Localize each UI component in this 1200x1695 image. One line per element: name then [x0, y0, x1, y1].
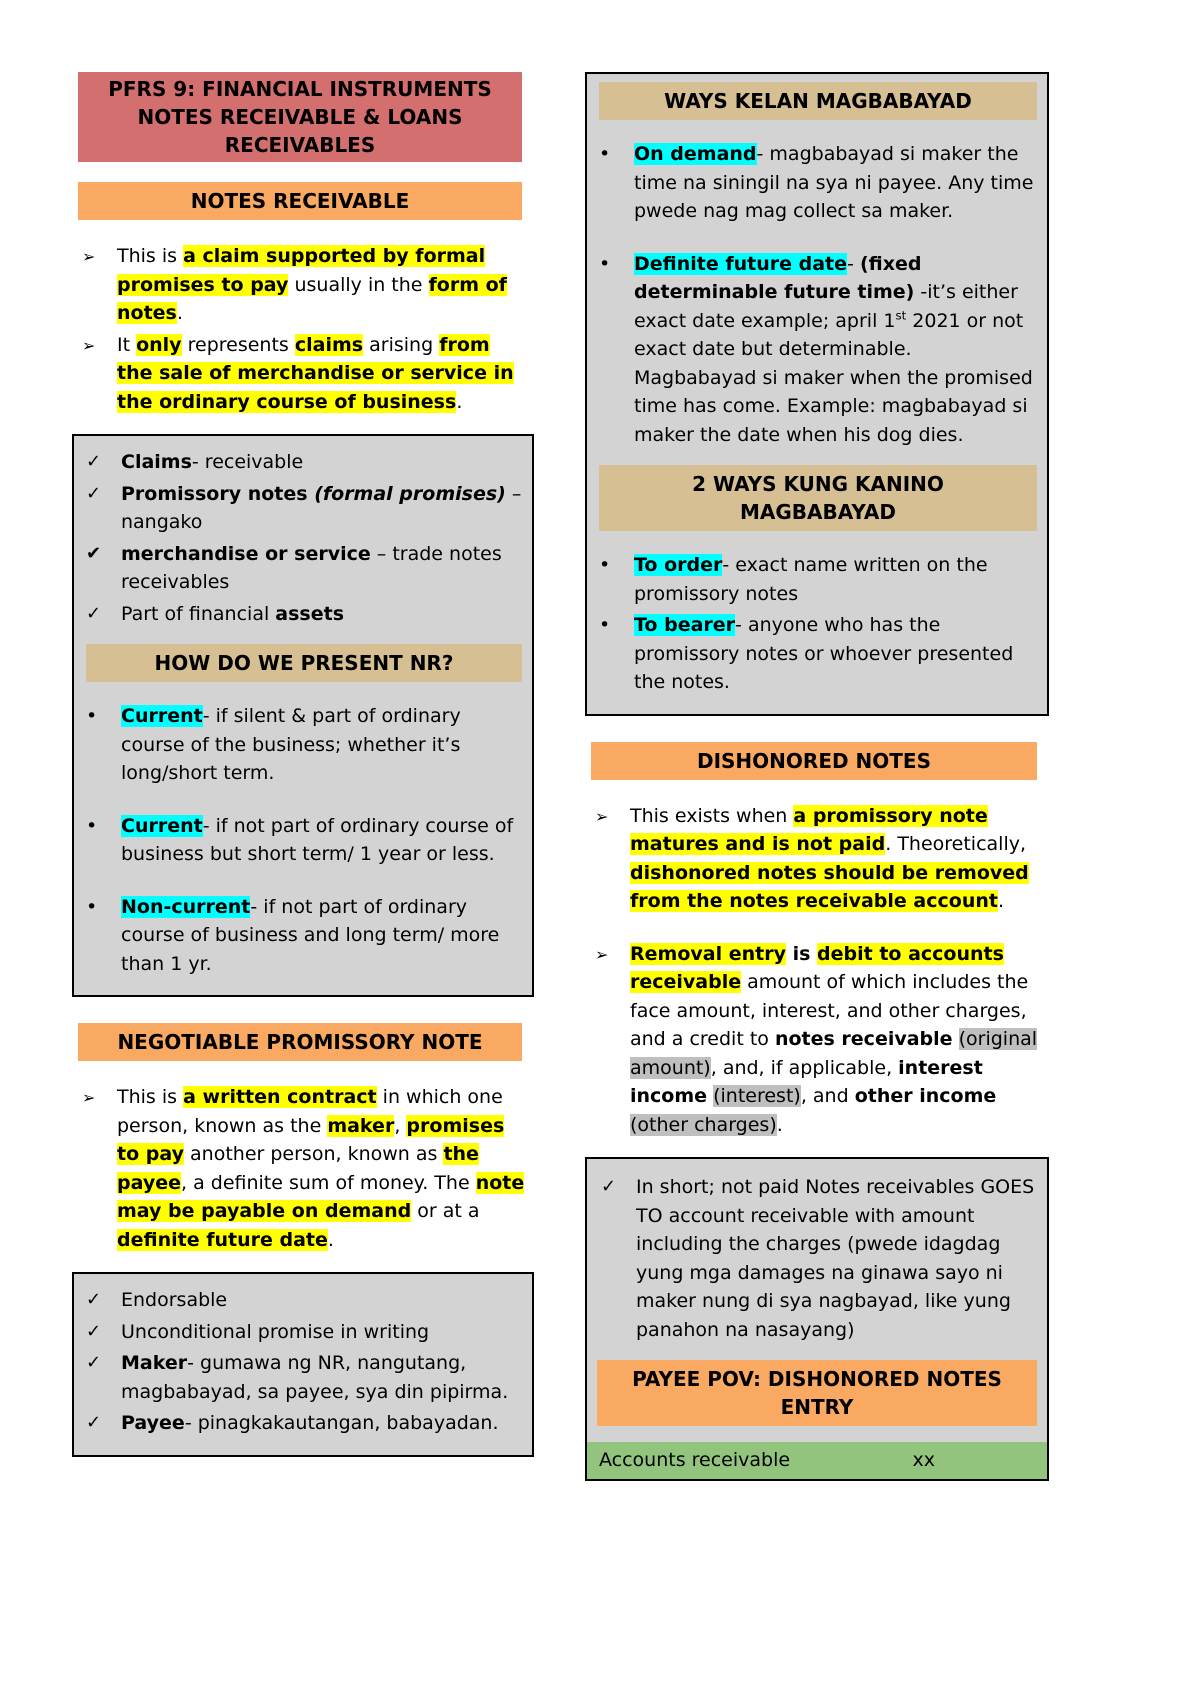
- text-run: - receivable: [191, 451, 304, 473]
- list-item: [86, 600, 522, 629]
- text-run: arising: [363, 333, 440, 356]
- right-column: [585, 72, 1049, 1481]
- text-run: claims: [294, 333, 364, 356]
- text-run: or at a: [411, 1200, 480, 1222]
- text-run: – nangako: [121, 482, 522, 533]
- text-run: On demand: [634, 143, 757, 165]
- text-run: - if silent & part of ordinary course of the business; whether it’s long/short term.: [121, 705, 461, 784]
- section-header-how-do-we-present-nr: HOW DO WE PRESENT NR?: [86, 644, 522, 682]
- header-line: 2 WAYS KUNG KANINO: [692, 472, 944, 496]
- section-header-ways-kelan-magbabayad: WAYS KELAN MAGBABAYAD: [599, 82, 1037, 120]
- page-title: [78, 72, 522, 162]
- dot-bullet-icon: •: [86, 895, 98, 918]
- list-item: [587, 1159, 1047, 1344]
- list-item: [86, 812, 522, 869]
- dot-bullet-icon: •: [599, 143, 611, 165]
- list-item: [595, 802, 1045, 916]
- list-item: [599, 250, 1037, 450]
- text-run: dishonored notes should be removed from the notes receivable account: [630, 861, 1029, 912]
- text-run: other income: [854, 1085, 997, 1107]
- bullet-text: [121, 812, 522, 869]
- text-run: the payee: [117, 1143, 479, 1194]
- text-run: note may be payable on demand: [117, 1171, 525, 1222]
- page-title-line: RECEIVABLES: [224, 133, 376, 157]
- bullet-text: [634, 250, 1037, 450]
- text-run: .: [776, 1113, 783, 1136]
- arrow-bullet-icon: ➢: [82, 1088, 96, 1107]
- negotiable-bullet-list: [82, 1083, 530, 1254]
- check-icon: ✓: [86, 1320, 102, 1342]
- list-item: [86, 702, 522, 788]
- bullet-text: [121, 1349, 522, 1406]
- text-run: merchandise or service: [121, 542, 371, 565]
- list-item: [82, 1083, 530, 1254]
- text-run: Maker: [121, 1352, 188, 1374]
- text-run: - gumawa ng NR, nangutang, magbabayad, sa payee, sya din pipirma.: [121, 1352, 509, 1403]
- bullet-text: [117, 331, 530, 417]
- entry-amount-value: xx: [912, 1449, 935, 1471]
- bullet-text: [634, 611, 1037, 697]
- text-run: It: [117, 333, 137, 356]
- section-header-payee-pov: [597, 1360, 1037, 1426]
- left-column: [72, 72, 534, 1483]
- text-run: - if not part of ordinary course of business and long term/ more than 1 yr.: [121, 895, 500, 975]
- text-run: To bearer: [634, 614, 736, 636]
- section-header-2-ways-kung-kanino: [599, 465, 1037, 531]
- text-run: notes receivable: [774, 1028, 953, 1050]
- bullet-text: [121, 702, 522, 788]
- list-item: [86, 1286, 522, 1315]
- list-item: [86, 893, 522, 979]
- text-run: Non-current: [121, 895, 251, 918]
- header-line: MAGBABAYAD: [740, 500, 896, 524]
- arrow-bullet-icon: ➢: [82, 335, 96, 355]
- section-header-dishonored-notes: DISHONORED NOTES: [591, 742, 1037, 780]
- text-run: Current: [121, 705, 203, 727]
- text-run: -it’s either exact date example; april 1: [634, 281, 1018, 332]
- text-run: from the sale of merchandise or service in the ordinary course of business: [117, 333, 514, 413]
- text-run: is: [785, 942, 818, 965]
- bullet-text: [634, 140, 1037, 226]
- text-run: Promissory notes: [121, 482, 315, 505]
- text-run: This is: [117, 245, 184, 267]
- list-item: [595, 940, 1045, 1140]
- list-item: [82, 331, 530, 417]
- bullet-text: [117, 242, 530, 328]
- text-run: In short; not paid Notes receivables GOES TO account receivable with amount including the charges (pwede idagdag yung mga damages na ginawa sayo ni maker nung di sya nagbayad, like yung panahon na nasayang): [636, 1176, 1035, 1341]
- text-run: (fixed determinable future time): [634, 252, 922, 303]
- arrow-bullet-icon: ➢: [595, 806, 609, 826]
- text-run: Unconditional promise in writing: [121, 1320, 430, 1343]
- bullet-text: [630, 940, 1045, 1140]
- text-run: - magbabayad si maker the time na siningil na sya ni payee. Any time pwede nag mag collect sa maker.: [634, 143, 1034, 222]
- text-run: promises to pay: [117, 1114, 505, 1165]
- text-run: ,: [394, 1114, 407, 1137]
- text-run: debit to accounts receivable: [630, 942, 1004, 993]
- bullet-text: [121, 1409, 522, 1438]
- text-run: interest income: [630, 1056, 983, 1107]
- section-header-negotiable-promissory-note: NEGOTIABLE PROMISSORY NOTE: [78, 1023, 522, 1061]
- text-run: This is: [117, 1086, 184, 1108]
- check-icon: ✓: [86, 1352, 102, 1373]
- text-run: a promissory note matures and is not paid: [630, 804, 988, 855]
- text-run: 2021 or not exact date but determinable. Magbabayad si maker when the promised time has come. Example: magbabayad si maker the date when his dog dies.: [634, 309, 1033, 446]
- text-run: - anyone who has the promissory notes or whoever presented the notes.: [634, 614, 1014, 693]
- text-run: .: [327, 1228, 334, 1251]
- list-item: [599, 551, 1037, 608]
- bullet-text: [634, 551, 1037, 608]
- list-item: [82, 242, 530, 328]
- check-icon: ✓: [86, 602, 102, 624]
- dot-bullet-icon: •: [599, 554, 611, 576]
- list-item: [86, 540, 522, 597]
- bullet-text: [121, 480, 522, 537]
- text-run: in which one person, known as the: [117, 1086, 503, 1137]
- text-run: - pinagkakautangan, babayadan.: [184, 1412, 499, 1434]
- header-line: PAYEE POV: DISHONORED NOTES: [632, 1367, 1002, 1391]
- text-run: only: [136, 333, 182, 356]
- bullet-text: [121, 1318, 522, 1347]
- text-run: .: [176, 302, 183, 324]
- check-icon: ✓: [86, 482, 102, 504]
- text-run: maker: [327, 1114, 395, 1137]
- text-run: st: [895, 308, 907, 323]
- text-run: usually in the: [288, 273, 429, 296]
- list-item: [599, 611, 1037, 697]
- text-run: , a definite sum of money. The: [181, 1171, 476, 1194]
- text-run: Endorsable: [121, 1289, 228, 1311]
- section-header-notes-receivable: NOTES RECEIVABLE: [78, 182, 522, 220]
- text-run: form of notes: [117, 273, 507, 324]
- bullet-text: [117, 1083, 530, 1254]
- text-run: represents: [181, 333, 295, 356]
- arrow-bullet-icon: ➢: [82, 247, 96, 266]
- ways-magbabayad-box: [585, 72, 1049, 716]
- list-item: [86, 1349, 522, 1406]
- text-run: . Theoretically,: [885, 833, 1027, 855]
- bullet-text: [121, 1286, 522, 1315]
- text-run: (formal promises): [314, 482, 506, 505]
- text-run: (interest): [713, 1085, 801, 1107]
- dishonored-bullet-list: [595, 802, 1045, 1140]
- text-run: , and, if applicable,: [710, 1056, 899, 1079]
- dot-bullet-icon: •: [599, 252, 611, 275]
- text-run: Definite future date: [634, 252, 848, 275]
- check-icon: ✓: [86, 451, 102, 472]
- text-run: – trade notes receivables: [121, 542, 502, 593]
- bullet-text: [121, 540, 522, 597]
- claims-definition-box: [72, 434, 534, 997]
- page-title-line: NOTES RECEIVABLE & LOANS: [137, 105, 463, 129]
- bullet-text: [121, 893, 522, 979]
- dot-bullet-icon: •: [599, 614, 611, 636]
- text-run: (original amount): [630, 1028, 1038, 1079]
- text-run: definite future date: [117, 1228, 328, 1251]
- text-run: amount of which includes the face amount, interest, and other charges, and a credit to: [630, 971, 1029, 1050]
- dot-bullet-icon: •: [86, 814, 98, 837]
- text-run: a claim supported by formal promises to pay: [117, 245, 486, 296]
- text-run: assets: [275, 602, 345, 625]
- text-run: , and: [800, 1085, 855, 1107]
- bullet-text: [636, 1173, 1035, 1344]
- list-item: [86, 480, 522, 537]
- entry-account-label: Accounts receivable: [599, 1449, 791, 1471]
- bullet-text: [630, 802, 1045, 916]
- text-run: another person, known as: [183, 1143, 444, 1165]
- bullet-text: [121, 448, 522, 477]
- text-run: - if not part of ordinary course of business but short term/ 1 year or less.: [121, 814, 514, 865]
- negotiable-properties-box: [72, 1272, 534, 1457]
- text-run: [953, 1028, 959, 1050]
- dot-bullet-icon: •: [86, 705, 98, 727]
- bullet-text: [121, 600, 522, 629]
- list-item: [599, 140, 1037, 226]
- list-item: [86, 1318, 522, 1347]
- arrow-bullet-icon: ➢: [595, 944, 609, 964]
- in-short-box: [585, 1157, 1049, 1481]
- text-run: Removal entry: [630, 942, 786, 965]
- header-line: ENTRY: [780, 1395, 854, 1419]
- check-icon: ✔: [86, 542, 102, 564]
- text-run: To order: [634, 554, 723, 576]
- text-run: .: [997, 890, 1005, 912]
- text-run: .: [456, 390, 463, 413]
- notes-receivable-bullet-list: [82, 242, 530, 416]
- journal-entry-row: [587, 1442, 1047, 1479]
- text-run: -: [847, 252, 860, 275]
- text-run: This exists when: [630, 804, 794, 827]
- page-title-line: PFRS 9: FINANCIAL INSTRUMENTS: [108, 77, 492, 101]
- list-item: [86, 1409, 522, 1438]
- list-item: [86, 448, 522, 477]
- check-icon: ✓: [86, 1412, 102, 1433]
- text-run: a written contract: [183, 1086, 377, 1108]
- check-icon: ✓: [601, 1176, 617, 1197]
- text-run: Current: [121, 814, 203, 837]
- check-icon: ✓: [86, 1289, 102, 1310]
- text-run: Claims: [121, 451, 192, 473]
- text-run: - exact name written on the promissory notes: [634, 554, 988, 605]
- text-run: Payee: [121, 1412, 185, 1434]
- text-run: (other charges): [630, 1113, 777, 1136]
- text-run: Part of financial: [121, 602, 276, 625]
